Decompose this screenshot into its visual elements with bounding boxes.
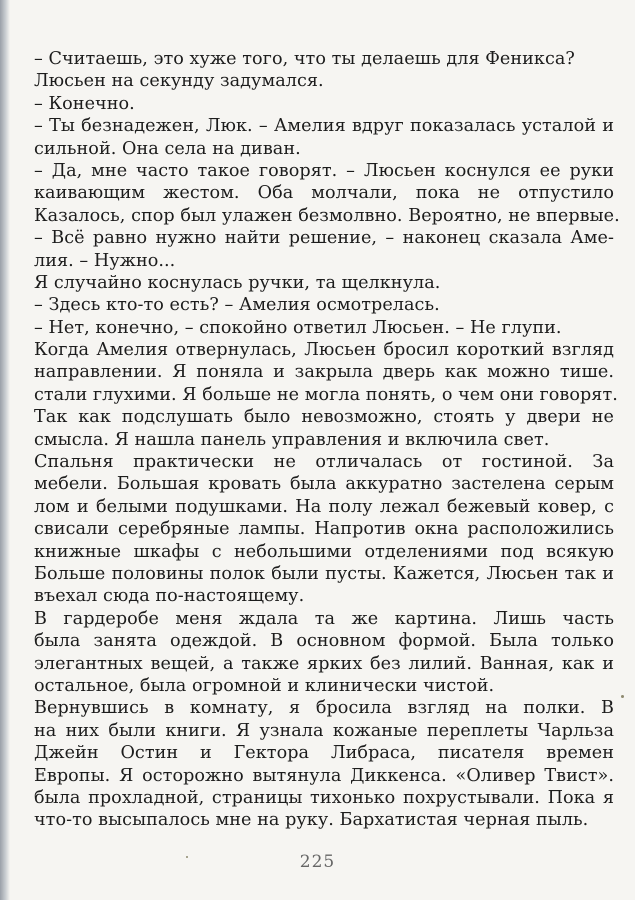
text-line: Европы. Я осторожно вытянула Диккенса. «Оливер Твист».: [34, 765, 614, 786]
text-line: была занята одеждой. В основном формой. Была только: [34, 631, 614, 652]
text-line: свисали серебряные лампы. Напротив окна расположились: [34, 519, 614, 540]
text-line: Спальня практически не отличалась от гостиной. За: [34, 452, 614, 473]
text-line: направлении. Я поняла и закрыла дверь как можно тише.: [34, 362, 614, 383]
text-line: – Ты безнадежен, Люк. – Амелия вдруг показалась усталой и: [34, 116, 614, 137]
text-line: – Нет, конечно, – спокойно ответил Люсьен. – Не глупи.: [34, 317, 562, 338]
text-line: Вернувшись в комнату, я бросила взгляд на полки. В: [34, 698, 614, 719]
text-line: на них были книги. Я узнала кожаные переплеты Чарльза: [34, 720, 614, 741]
text-line: смысла. Я нашла панель управления и включила свет.: [34, 429, 550, 450]
text-line: лом и белыми подушками. На полу лежал бежевый ковер, с: [34, 496, 614, 517]
text-line: остальное, была огромной и клинически чистой.: [34, 675, 495, 696]
text-line: В гардеробе меня ждала та же картина. Лишь часть: [34, 608, 614, 629]
text-line: – Всё равно нужно найти решение, – наконец сказала Аме-: [34, 228, 614, 249]
text-line: Когда Амелия отвернулась, Люсьен бросил короткий взгляд: [34, 340, 614, 361]
text-line: Казалось, спор был улажен безмолвно. Вероятно, не впервые.: [34, 205, 620, 226]
page-gutter-shadow: [0, 0, 10, 900]
text-line: книжные шкафы с небольшими отделениями под всякую: [34, 541, 614, 562]
text-line: Люсьен на секунду задумался.: [34, 71, 324, 92]
text-line: Джейн Остин и Гектора Либраса, писателя времен: [34, 743, 614, 764]
text-line: стали глухими. Я больше не могла понять, о чем они говорят.: [34, 384, 618, 405]
text-line: Больше половины полок были пусты. Кажется, Люсьен так и: [34, 563, 614, 584]
text-line: мебели. Большая кровать была аккуратно застелена серым: [34, 474, 614, 495]
text-line: – Конечно.: [34, 93, 135, 114]
text-line: въехал сюда по-настоящему.: [34, 586, 305, 607]
body-text: [34, 48, 620, 832]
text-line: – Здесь кто-то есть? – Амелия осмотрелась.: [34, 295, 440, 316]
text-line: Я случайно коснулась ручки, та щелкнула.: [34, 272, 441, 293]
text-line: элегантных вещей, а также ярких без лилий. Ванная, как и: [34, 653, 614, 674]
text-line: – Да, мне часто такое говорят. – Люсьен коснулся ее руки: [34, 160, 614, 181]
page-number: 225: [299, 852, 336, 872]
text-line: Так как подслушать было невозможно, стоять у двери не: [34, 407, 614, 428]
text-line: сильной. Она села на диван.: [34, 138, 301, 159]
paper-speck: [621, 695, 624, 698]
text-line: каивающим жестом. Оба молчали, пока не отпустило: [34, 183, 614, 204]
text-line: была прохладной, страницы тихонько похрустывали. Пока я: [34, 787, 614, 808]
text-line: лия. – Нужно...: [34, 250, 176, 271]
text-line: что-то высыпалось мне на руку. Бархатистая черная пыль.: [34, 810, 589, 831]
text-line: – Считаешь, это хуже того, что ты делаешь для Феникса?: [34, 49, 575, 69]
